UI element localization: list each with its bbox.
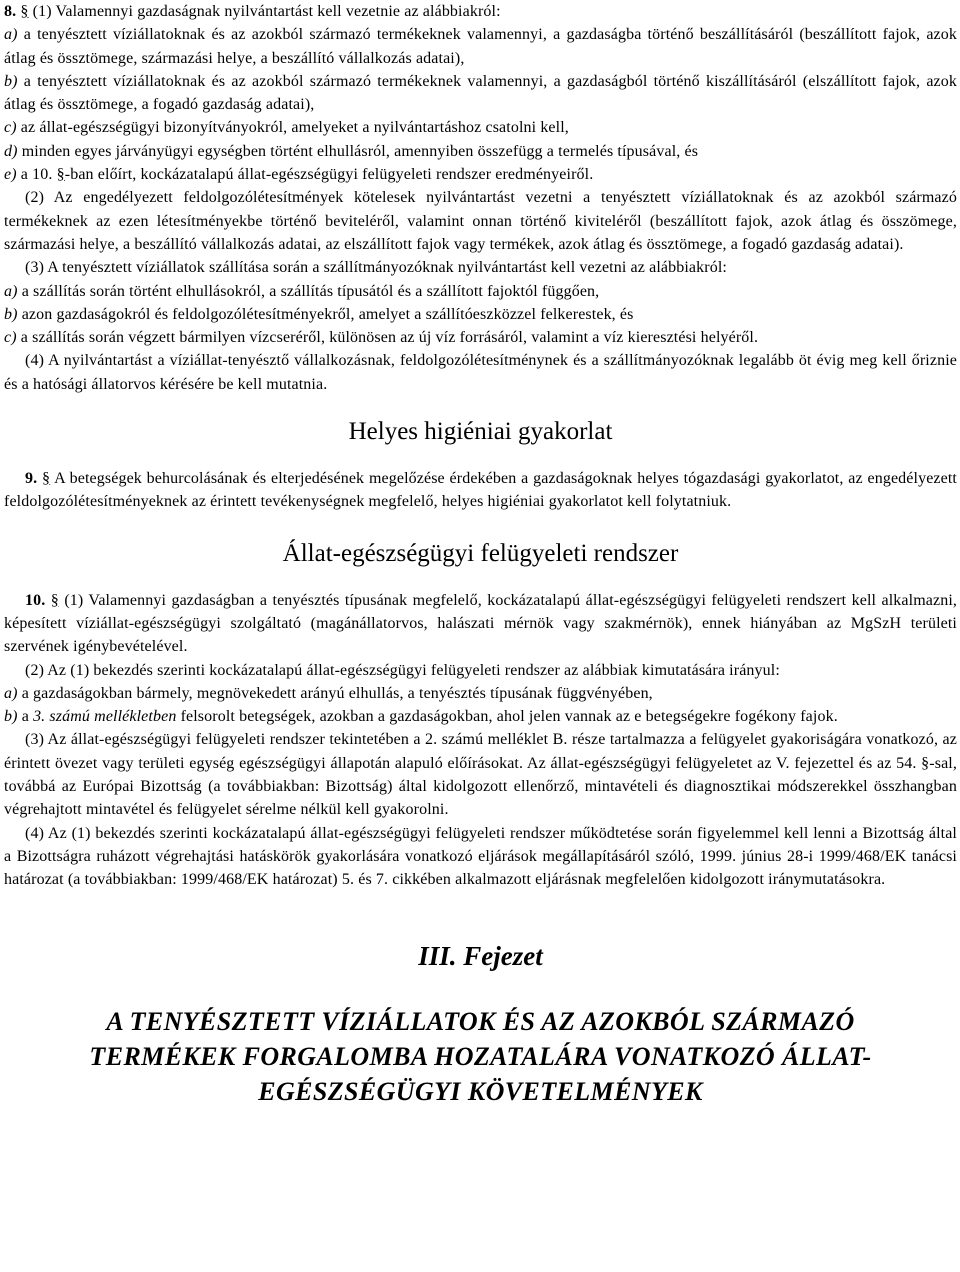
s10-paragraph-3: (3) Az állat-egészségügyi felügyeleti rendszer tekintetében a 2. számú melléklet B. része tartalmazza a felügyelet gyakoriságára vonatkozó, az érintett övezet vagy területi egység egészségügyi állapotán alapuló előírásokat. Az állat-egészségügyi felügyeletet az V. fejezettel és az 54. §-sal, továbbá az Európai Bizottság (a továbbiakban: Bizottság) által kidolgozott ellenőrző, mintavételi és diagnosztikai módszerekkel összhangban végrehajtott mintavétel és felügyelet sérelme nélkül kell gyakorolni. — [4, 731, 957, 819]
section-number: 10. — [25, 591, 46, 609]
item-label: b) — [4, 72, 18, 90]
item-text: felsorolt betegségek, azokban a gazdaságokban, ahol jelen vannak az e betegségekre fogékony fajok. — [180, 708, 838, 726]
s8-item-a — [4, 23, 957, 70]
s8-paragraph-2: (2) Az engedélyezett feldolgozólétesítmények kötelesek nyilvántartást vezetni a tenyésztett víziállatoknak és az azokból származó termékeknek az ezen létesítményekbe történő beviteléről, valamint onnan történő kiviteléről (beszállított fajok, azok átlag és összömege, származási helye, a beszállító vállalkozás adatai, az elszállított fajok vagy termékek, azok átlag és össztömege, a fogadó gazdaság adatai). — [4, 189, 957, 253]
s8-item-b — [4, 70, 957, 117]
s8-p3-item-c — [4, 326, 957, 349]
annex-reference: 3. számú mellékletben — [33, 708, 177, 726]
s10-paragraph-2: (2) Az (1) bekezdés szerinti kockázatalapú állat-egészségügyi felügyeleti rendszer az alábbiak kimutatására irányul: — [25, 661, 780, 679]
heading-surveillance: Állat-egészségügyi felügyeleti rendszer — [282, 539, 679, 567]
item-text: -ban előírt, kockázatalapú állat-egészségügyi felügyeleti rendszer eredményeiről. — [64, 166, 594, 184]
s8-item-e — [4, 163, 957, 186]
s8-paragraph-1 — [4, 0, 957, 23]
item-text: a szállítás során történt elhullásokról, a szállítás típusától és a szállított fajoktól függően, — [21, 282, 600, 300]
item-label: b) — [4, 305, 18, 323]
document-page — [4, 0, 957, 1109]
item-text: a 10. — [20, 166, 53, 184]
s8-paragraph-4: (4) A nyilvántartást a víziállat-tenyésztő vállalkozásnak, feldolgozólétesítménynek és a szállítmányozóknak legalább öt évig meg kell őriznie és a hatósági állatorvos kérésére be kell mutatnia. — [4, 352, 957, 393]
s8-p3-item-a — [4, 280, 957, 303]
s10-paragraph-4: (4) Az (1) bekezdés szerinti kockázatalapú állat-egészségügyi felügyeleti rendszer működtetése során figyelemmel kell lenni a Bizottság által a Bizottságra ruházott végrehajtási hatáskörök gyakorlására vonatkozó eljárások megállapításáról szóló, 1999. június 28-i 1999/468/EK tanácsi határozat (a továbbiakban: 1999/468/EK határozat) 5. és 7. cikkében alkalmazott eljárásnak megfelelően kidolgozott iránymutatásokra. — [4, 824, 957, 889]
item-label: a) — [4, 684, 18, 702]
s10-p1-text: (1) Valamennyi gazdaságban a tenyésztés típusának megfelelő, kockázatalapú állat-egészségügyi felügyeleti rendszert kell alkalmazni, képesített víziállat-egészségügyi szolgáltató (magánállatorvos, halászati mérnök vagy szakmérnök), ennek hiányában az MgSzH területi szervének igénybevételével. — [4, 591, 958, 656]
item-text: a — [21, 708, 29, 726]
item-label: d) — [4, 142, 18, 160]
section-number: 8. — [4, 3, 17, 20]
heading-hygiene: Helyes higiéniai gyakorlat — [348, 418, 613, 446]
section-number: 9. — [25, 470, 38, 488]
item-text: a tenyésztett víziállatoknak és az azokból származó termékeknek valamennyi, a gazdaságból történő kiszállításáról (elszállított fajok, azok átlag és össztömege, a fogadó gazdaság adatai), — [4, 72, 958, 114]
item-text: a tenyésztett víziállatoknak és az azokból származó termékeknek valamennyi, a gazdaságba történő beszállításáról (beszállított fajok, azok átlag és össztömege, származási helye, a beszállító vállalkozás adatai), — [4, 26, 957, 67]
item-label: a) — [4, 282, 18, 300]
s10-item-a — [4, 682, 957, 705]
item-text: minden egyes járványügyi egységben történt elhullásról, amennyiben összefügg a termelés típusával, és — [21, 142, 699, 160]
section-sign-link[interactable]: § — [50, 591, 59, 609]
s9-paragraph — [4, 467, 957, 514]
s8-p3-item-b — [4, 303, 957, 326]
item-label: a) — [4, 26, 18, 44]
chapter-title: III. Fejezet — [418, 940, 543, 971]
s8-item-c — [4, 116, 957, 139]
s8-p1-intro: (1) Valamennyi gazdaságnak nyilvántartást kell vezetnie az alábbiakról: — [32, 3, 501, 20]
item-label: c) — [4, 329, 17, 347]
s10-item-b — [4, 705, 957, 728]
item-label: c) — [4, 119, 17, 137]
section-sign-link[interactable]: § — [20, 3, 29, 20]
item-text: a szállítás során végzett bármilyen vízcseréről, különösen az új víz forrásáról, valamint a víz kieresztési helyéről. — [20, 329, 759, 347]
item-text: az állat-egészségügyi bizonyítványokról, amelyeket a nyilvántartáshoz csatolni kell, — [20, 119, 569, 137]
section-sign-link[interactable]: § — [42, 470, 51, 488]
item-label: e) — [4, 166, 17, 184]
s10-paragraph-1 — [4, 589, 957, 659]
item-text: azon gazdaságokról és feldolgozólétesítményekről, amelyet a szállítóeszközzel felkerestek, és — [21, 305, 634, 323]
item-label: b) — [4, 708, 18, 726]
item-text: a gazdaságokban bármely, megnövekedett arányú elhullás, a tenyésztés típusának függvényében, — [21, 684, 653, 702]
chapter-subtitle: A TENYÉSZTETT VÍZIÁLLATOK ÉS AZ AZOKBÓL SZÁRMAZÓ TERMÉKEK FORGALOMBA HOZATALÁRA VONATKOZÓ ÁLLAT-EGÉSZSÉGÜGYI KÖVETELMÉNYEK — [89, 1006, 872, 1106]
s8-item-d — [4, 140, 957, 163]
s8-paragraph-3: (3) A tenyésztett víziállatok szállítása során a szállítmányozóknak nyilvántartást kell vezetni az alábbiakról: — [25, 259, 727, 277]
s9-text: A betegségek behurcolásának és elterjedésének megelőzése érdekében a gazdaságoknak helyes tógazdasági gyakorlatot, az engedélyezett feldolgozólétesítményeknek az érintett tevékenységnek megfelelő, helyes higiéniai gyakorlatot kell folytatniuk. — [4, 470, 957, 511]
section-sign-link[interactable]: § — [56, 166, 65, 184]
